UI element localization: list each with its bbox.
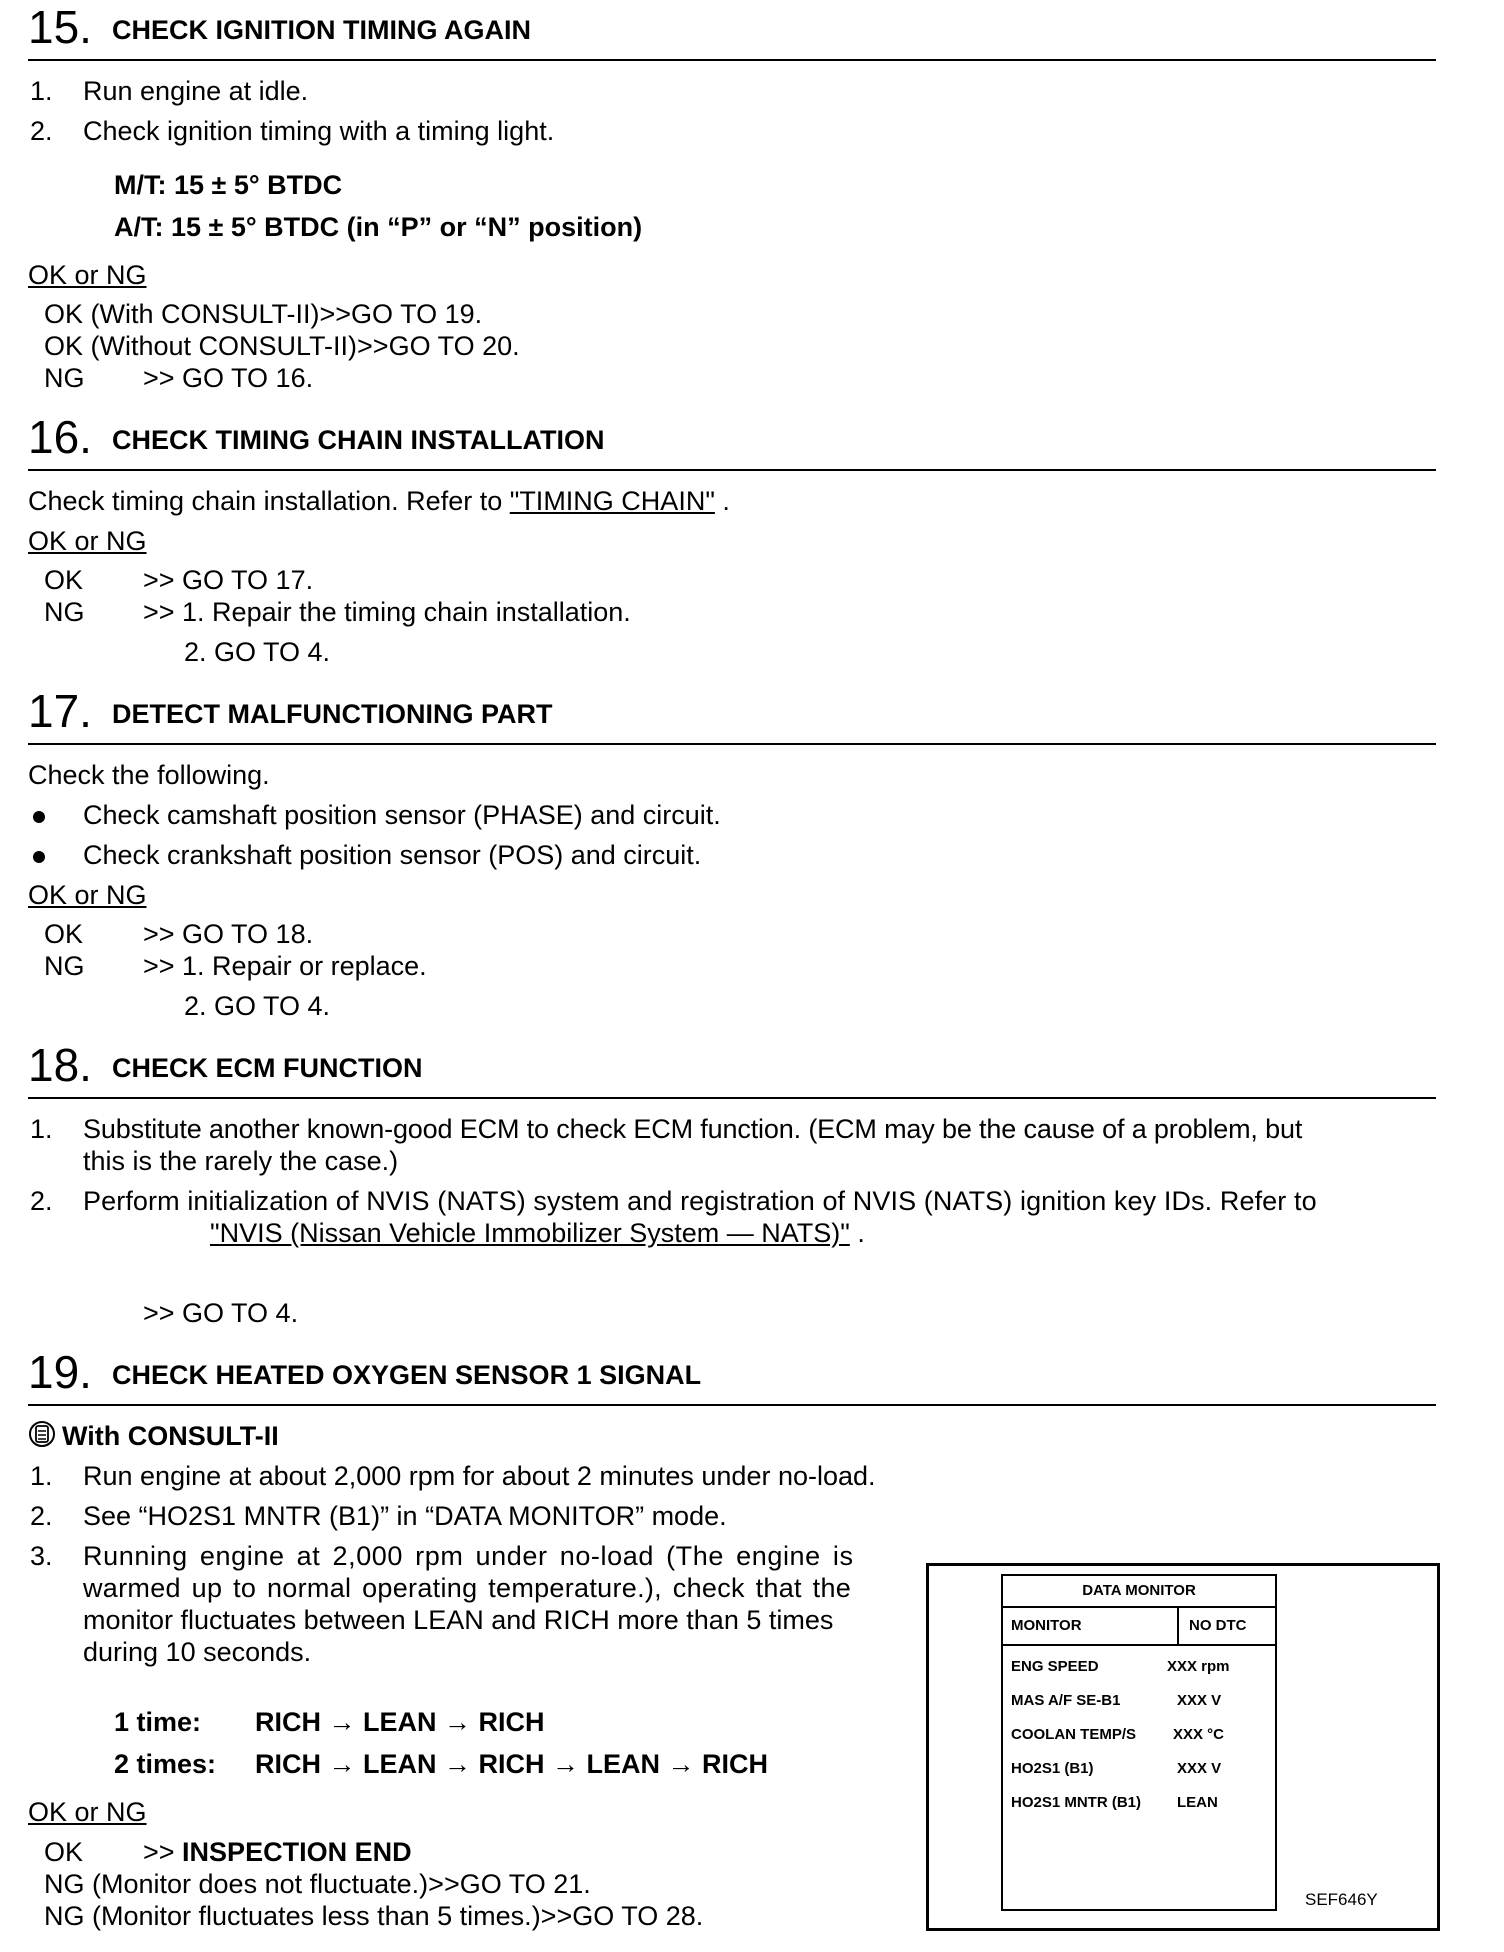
monitor-title-row [1003,1576,1275,1608]
consult-heading [28,1420,279,1455]
bullet-item: Check crankshaft position sensor (POS) and circuit. [83,840,702,870]
section-17-divider [28,743,1436,745]
result-ng-action: >> 1. Repair the timing chain installation. [143,597,631,627]
monitor-row-name: HO2S1 (B1) [1011,1760,1094,1777]
monitor-title: DATA MONITOR [1082,1582,1196,1599]
bullet-icon [33,851,45,863]
result-ok-label: OK [44,919,84,949]
step-text-continued: warmed up to normal operating temperature.), check that the [83,1573,852,1603]
ok-ng-label: OK or NG [28,526,147,556]
spec-mt: M/T: 15 ± 5° BTDC [114,170,343,200]
section-15-number: 15. [28,1,92,53]
step-number: 1. [30,1114,53,1144]
consult-icon [28,1420,56,1455]
monitor-header-left: MONITOR [1011,1617,1082,1634]
section-19-divider [28,1404,1436,1406]
monitor-header-divider [1177,1608,1179,1644]
monitor-row-name: ENG SPEED [1011,1658,1099,1675]
body-text: Check timing chain installation. Refer to [28,486,510,516]
step-text-continued: during 10 seconds. [83,1637,312,1667]
step-text: Run engine at idle. [83,76,309,106]
ok-ng-label: OK or NG [28,260,147,290]
data-monitor-screen [1001,1574,1277,1911]
step-text: See “HO2S1 MNTR (B1)” in “DATA MONITOR” mode. [83,1501,727,1531]
result-ng-label: NG [44,363,85,393]
step-text-continued: monitor fluctuates between LEAN and RICH more than 5 times [83,1605,834,1635]
step-number: 2. [30,116,53,146]
link-suffix: . [849,1218,865,1248]
monitor-row-value: LEAN [1177,1794,1218,1811]
result-ok-label: OK [44,1837,84,1867]
step-text: Running engine at 2,000 rpm under no-load (The engine is [83,1541,854,1571]
body-suffix: . [714,486,730,516]
ok-ng-label: OK or NG [28,1797,147,1827]
section-15-title: CHECK IGNITION TIMING AGAIN [112,15,531,45]
result-ng-action: >> 1. Repair or replace. [143,951,427,981]
result-ng-action: >> GO TO 16. [143,363,314,393]
spec-at: A/T: 15 ± 5° BTDC (in “P” or “N” position) [114,212,643,242]
spec-label: 2 times: [114,1749,217,1779]
step-text: Run engine at about 2,000 rpm for about 2 minutes under no-load. [83,1461,876,1491]
section-17-body: Check the following. [28,760,270,790]
result-ok-label: OK [44,565,84,595]
spec-label: 1 time: [114,1707,202,1737]
section-17-number: 17. [28,685,92,737]
step-number: 2. [30,1186,53,1216]
monitor-row-name: COOLAN TEMP/S [1011,1726,1137,1743]
result-ok-consult: OK (With CONSULT-II)>>GO TO 19. [44,299,483,329]
monitor-row-value: XXX °C [1173,1726,1225,1743]
monitor-row-value: XXX V [1177,1692,1222,1709]
nvis-link[interactable]: "NVIS (Nissan Vehicle Immobilizer System — NATS)" [210,1218,850,1248]
result-action: >> GO TO 4. [143,1298,299,1328]
monitor-header-right: NO DTC [1189,1617,1247,1634]
section-19-title: CHECK HEATED OXYGEN SENSOR 1 SIGNAL [112,1360,702,1390]
nvis-link-line [210,1217,865,1249]
spec-value: RICH → LEAN → RICH → LEAN → RICH [255,1749,768,1779]
result-ok-action: >> GO TO 18. [143,919,314,949]
step-text-continued: this is the rarely the case.) [83,1146,399,1176]
result-ok-action: >> GO TO 17. [143,565,314,595]
section-16-divider [28,469,1436,471]
bullet-icon [33,811,45,823]
result-ng-fluctuate-less: NG (Monitor fluctuates less than 5 times.)>>GO TO 28. [44,1901,704,1931]
section-18-divider [28,1097,1436,1099]
step-text: Check ignition timing with a timing light. [83,116,555,146]
result-ok-no-consult: OK (Without CONSULT-II)>>GO TO 20. [44,331,520,361]
section-15-divider [28,59,1436,61]
monitor-row-name: HO2S1 MNTR (B1) [1011,1794,1142,1811]
section-18-number: 18. [28,1039,92,1091]
inspection-end: INSPECTION END [182,1837,412,1867]
result-ok-action [143,1836,412,1868]
spec-value: RICH → LEAN → RICH [255,1707,545,1737]
result-ng-action-2: 2. GO TO 4. [184,637,331,667]
step-number: 3. [30,1541,53,1571]
bullet-item: Check camshaft position sensor (PHASE) and circuit. [83,800,721,830]
step-text: Substitute another known-good ECM to check ECM function. (ECM may be the cause of a problem, but [83,1114,1303,1144]
monitor-header-row [1003,1608,1275,1646]
ok-ng-label: OK or NG [28,880,147,910]
step-number: 1. [30,1461,53,1491]
result-ng-label: NG [44,951,85,981]
step-text: Perform initialization of NVIS (NATS) system and registration of NVIS (NATS) ignition key IDs. Refer to [83,1186,1317,1216]
section-18-title: CHECK ECM FUNCTION [112,1053,423,1083]
result-ng-no-fluctuate: NG (Monitor does not fluctuate.)>>GO TO 21. [44,1869,591,1899]
result-arrow: >> [143,1837,183,1867]
figure-code: SEF646Y [1305,1890,1378,1909]
monitor-row-value: XXX V [1177,1760,1222,1777]
consult-label: With CONSULT-II [62,1421,279,1451]
result-ng-label: NG [44,597,85,627]
section-16-title: CHECK TIMING CHAIN INSTALLATION [112,425,605,455]
section-19-number: 19. [28,1346,92,1398]
section-17-title: DETECT MALFUNCTIONING PART [112,699,553,729]
monitor-row-value: XXX rpm [1167,1658,1230,1675]
step-number: 2. [30,1501,53,1531]
timing-chain-link[interactable]: "TIMING CHAIN" [509,486,715,516]
step-number: 1. [30,76,53,106]
monitor-row-name: MAS A/F SE-B1 [1011,1692,1121,1709]
section-16-body [28,485,730,517]
section-16-number: 16. [28,411,92,463]
result-ng-action-2: 2. GO TO 4. [184,991,331,1021]
